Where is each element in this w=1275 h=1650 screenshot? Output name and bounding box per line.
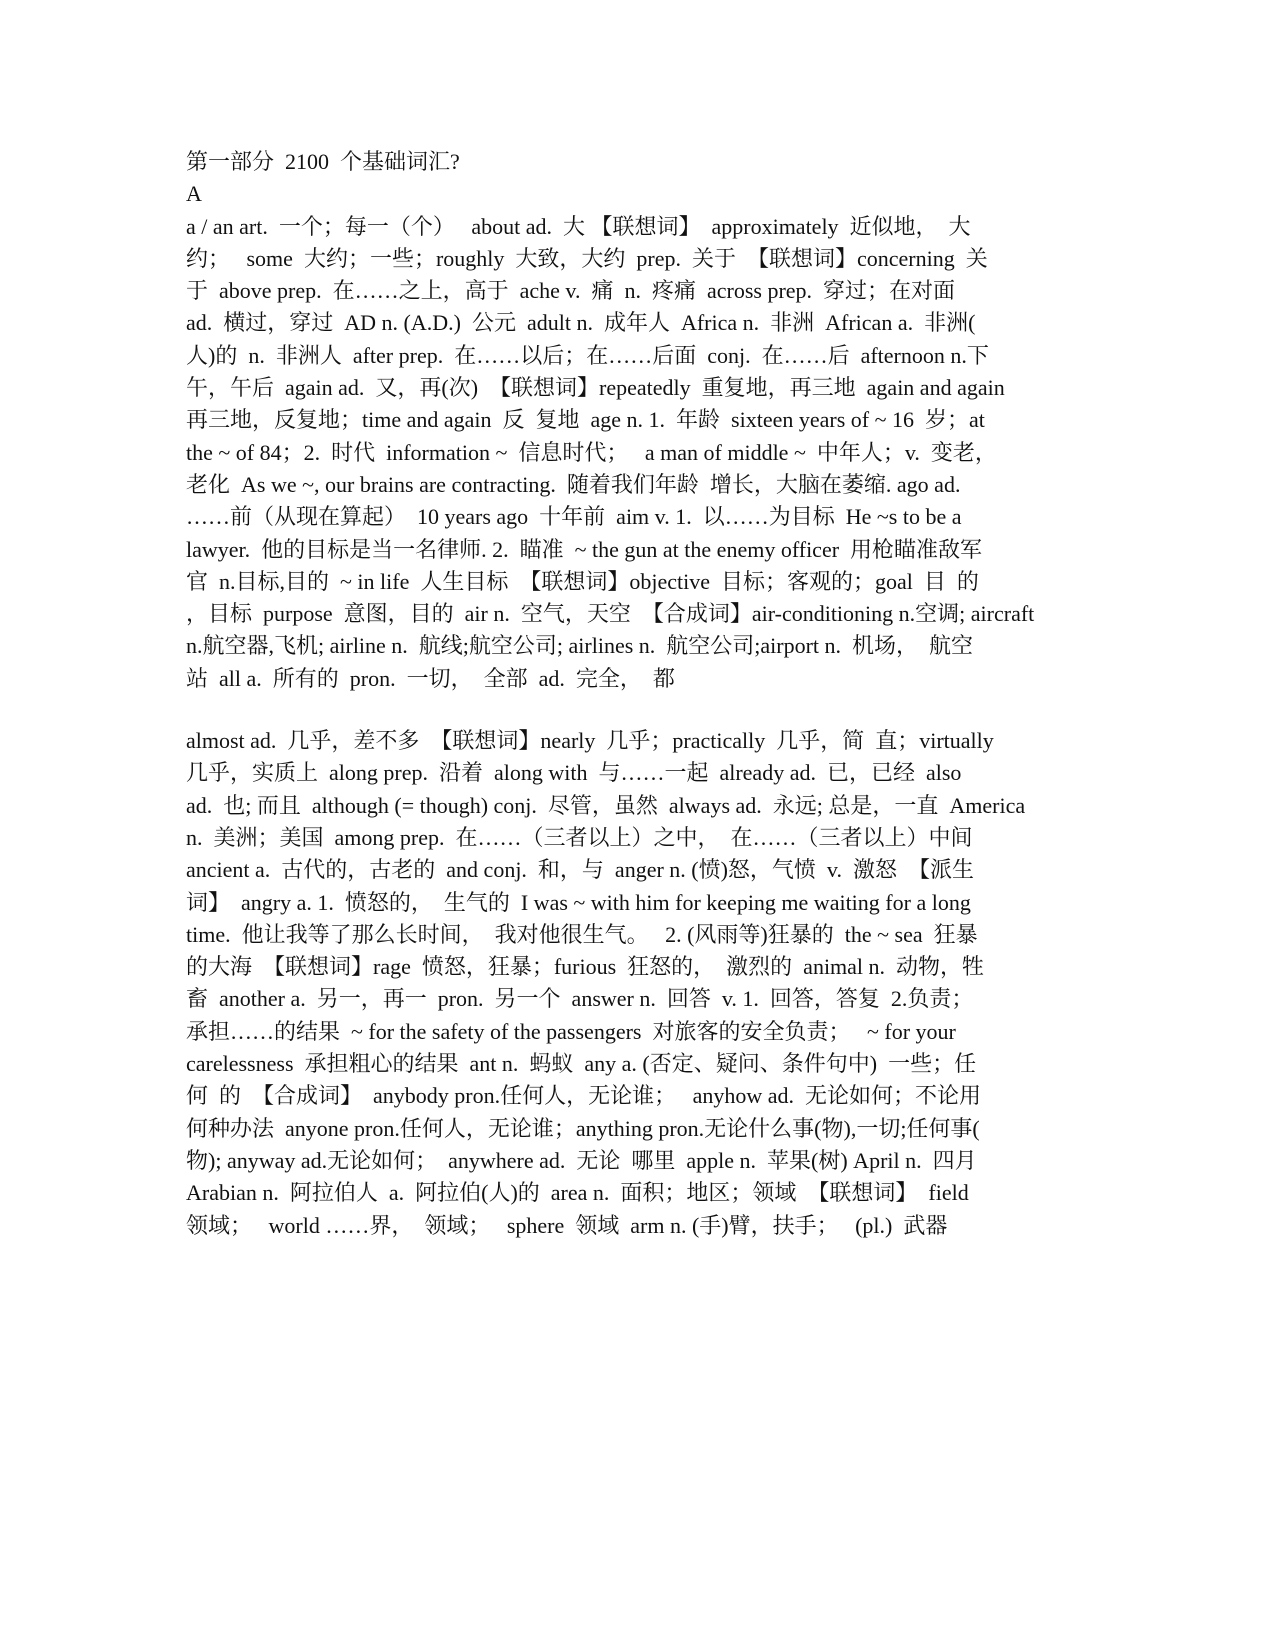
- text-line: 站 all a. 所有的 pron. 一切， 全部 ad. 完全， 都: [186, 665, 675, 691]
- text-line: almost ad. 几乎，差不多 【联想词】nearly 几乎；practically 几乎，简 直；virtually: [186, 728, 994, 754]
- text-line: 承担……的结果 ~ for the safety of the passengers 对旅客的安全负责； ~ for your: [186, 1018, 956, 1044]
- text-line: 老化 As we ~, our brains are contracting. 随着我们年龄 增长，大脑在萎缩. ago ad.: [186, 471, 961, 497]
- section-letter: A: [186, 181, 202, 207]
- text-line: 的大海 【联想词】rage 愤怒，狂暴；furious 狂怒的， 激烈的 animal n. 动物，牲: [186, 954, 985, 980]
- text-line: 再三地，反复地；time and again 反 复地 age n. 1. 年龄 sixteen years of ~ 16 岁；at: [186, 407, 985, 433]
- text-line: a / an art. 一个；每一（个） about ad. 大 【联想词】 approximately 近似地， 大: [186, 213, 971, 239]
- text-line: 何种办法 anyone pron.任何人，无论谁；anything pron.无论什么事(物),一切;任何事(: [186, 1115, 980, 1141]
- text-line: 词】 angry a. 1. 愤怒的， 生气的 I was ~ with him for keeping me waiting for a long: [186, 889, 971, 915]
- text-line: 人)的 n. 非洲人 after prep. 在……以后；在……后面 conj. 在……后 afternoon n.下: [186, 342, 989, 368]
- text-line: n.航空器,飞机; airline n. 航线;航空公司; airlines n. 航空公司;airport n. 机场， 航空: [186, 633, 974, 659]
- text-line: 约； some 大约；一些；roughly 大致，大约 prep. 关于 【联想词】concerning 关: [186, 245, 988, 271]
- text-line: ，目标 purpose 意图，目的 air n. 空气，天空 【合成词】air-conditioning n.空调; aircraft: [186, 601, 1035, 627]
- text-line: 午，午后 again ad. 又，再(次) 【联想词】repeatedly 重复地，再三地 again and again: [186, 375, 1005, 401]
- text-line: time. 他让我等了那么长时间， 我对他很生气。 2. (风雨等)狂暴的 the ~ sea 狂暴: [186, 921, 978, 947]
- text-line: ad. 也; 而且 although (= though) conj. 尽管，虽然 always ad. 永远; 总是，一直 America: [186, 792, 1026, 818]
- text-line: n. 美洲；美国 among prep. 在……（三者以上）之中， 在……（三者以上）中间: [186, 824, 973, 850]
- document-body: [186, 146, 1116, 1242]
- text-line: 畜 another a. 另一，再一 pron. 另一个 answer n. 回答 v. 1. 回答，答复 2.负责；: [186, 986, 974, 1012]
- text-line: ancient a. 古代的，古老的 and conj. 和，与 anger n. (愤)怒，气愤 v. 激怒 【派生: [186, 857, 975, 883]
- paragraph-spacer: [186, 695, 1116, 725]
- text-line: Arabian n. 阿拉伯人 a. 阿拉伯(人)的 area n. 面积；地区；领域 【联想词】 field: [186, 1180, 969, 1206]
- text-line: ad. 横过，穿过 AD n. (A.D.) 公元 adult n. 成年人 Africa n. 非洲 African a. 非洲(: [186, 310, 976, 336]
- text-line: 于 above prep. 在……之上，高于 ache v. 痛 n. 疼痛 across prep. 穿过；在对面: [186, 278, 956, 304]
- text-line: carelessness 承担粗心的结果 ant n. 蚂蚁 any a. (否定、疑问、条件句中) 一些；任: [186, 1051, 977, 1077]
- text-line: 何 的 【合成词】 anybody pron.任何人，无论谁； anyhow ad. 无论如何；不论用: [186, 1083, 982, 1109]
- text-line: lawyer. 他的目标是当一名律师. 2. 瞄准 ~ the gun at the enemy officer 用枪瞄准敌军: [186, 536, 983, 562]
- text-line: 几乎，实质上 along prep. 沿着 along with 与……一起 already ad. 已，已经 also: [186, 760, 962, 786]
- text-line: the ~ of 84；2. 时代 information ~ 信息时代； a man of middle ~ 中年人；v. 变老，: [186, 439, 997, 465]
- text-line: 物); anyway ad.无论如何； anywhere ad. 无论 哪里 apple n. 苹果(树) April n. 四月: [186, 1147, 977, 1173]
- text-line: ……前（从现在算起） 10 years ago 十年前 aim v. 1. 以……为目标 He ~s to be a: [186, 504, 962, 530]
- text-line: 官 n.目标,目的 ~ in life 人生目标 【联想词】objective 目标；客观的；goal 目 的: [186, 568, 979, 594]
- vocabulary-paragraph-2: [186, 725, 1116, 1242]
- text-line: 领域； world ……界， 领域； sphere 领域 arm n. (手)臂，扶手； (pl.) 武器: [186, 1212, 948, 1238]
- document-heading: 第一部分 2100 个基础词汇?: [186, 149, 460, 174]
- vocabulary-paragraph-1: [186, 211, 1116, 695]
